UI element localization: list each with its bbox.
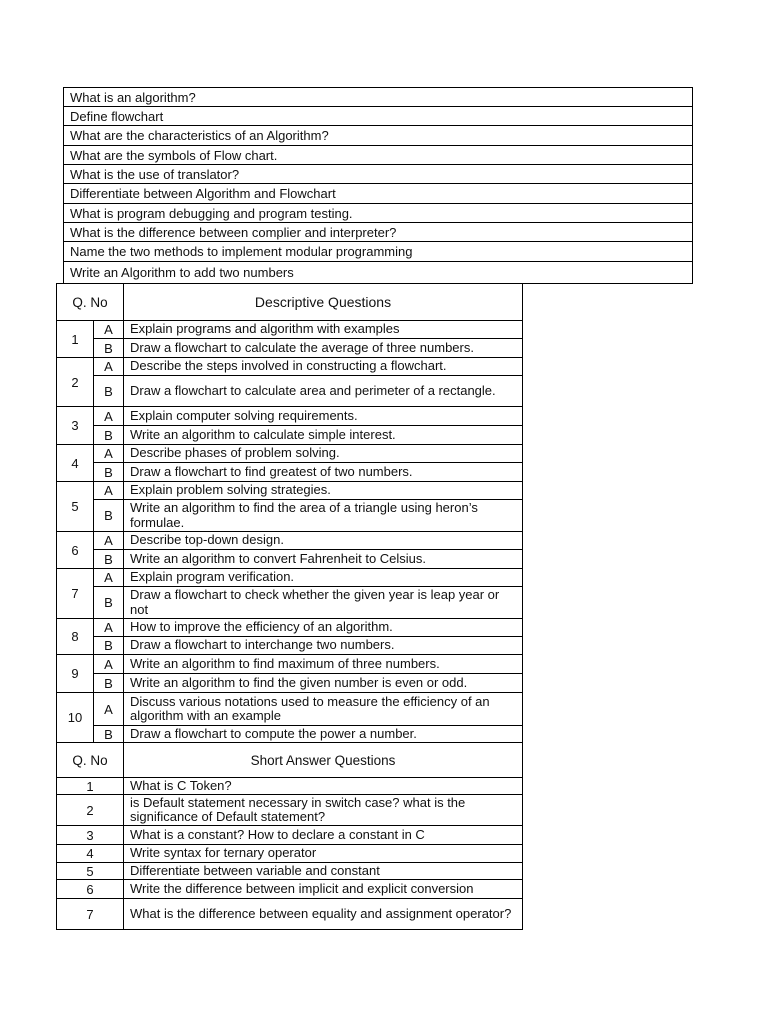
part-label: B [94,339,124,358]
top-questions-table [63,87,693,284]
question-text: Draw a flowchart to calculate area and perimeter of a rectangle. [124,376,523,407]
table-row [57,587,523,619]
table-row [57,693,523,726]
table-row [57,500,523,532]
question-number: 5 [57,482,94,532]
table-row [57,358,523,376]
table-row [64,204,693,223]
table-row [57,445,523,463]
table-row [57,532,523,550]
descriptive-questions-title: Descriptive Questions [124,284,523,321]
question-text: Write an algorithm to find the given number is even or odd. [124,674,523,693]
question-text: Discuss various notations used to measure the efficiency of an algorithm with an example [124,693,523,726]
qno-header: Q. No [57,284,124,321]
question-text: What is a constant? How to declare a constant in C [124,826,523,845]
table-row [57,550,523,569]
table-row [57,463,523,482]
question-text: Explain computer solving requirements. [124,407,523,426]
table-row [57,637,523,655]
table-row [57,619,523,637]
table-row [64,184,693,204]
table-row [57,899,523,930]
part-label: A [94,693,124,726]
table-row [57,845,523,863]
part-label: A [94,532,124,550]
question-number: 8 [57,619,94,655]
part-label: A [94,655,124,674]
question-text: is Default statement necessary in switch case? what is the significance of Default statement? [124,795,523,826]
question-text: Explain program verification. [124,569,523,587]
question-number: 10 [57,693,94,743]
question-text: Name the two methods to implement modular programming [64,242,693,262]
part-label: A [94,569,124,587]
question-number: 6 [57,532,94,569]
table-row [64,223,693,242]
question-text: What is program debugging and program testing. [64,204,693,223]
question-text: Draw a flowchart to interchange two numbers. [124,637,523,655]
question-text: Write an algorithm to find maximum of three numbers. [124,655,523,674]
table-row [64,107,693,126]
part-label: B [94,674,124,693]
short-answer-questions-title: Short Answer Questions [124,743,523,778]
question-text: Explain problem solving strategies. [124,482,523,500]
question-text: Draw a flowchart to compute the power a number. [124,726,523,743]
table-row [64,88,693,107]
question-number: 1 [57,778,124,795]
question-text: Write an algorithm to calculate simple interest. [124,426,523,445]
question-text: What is C Token? [124,778,523,795]
table-row [64,146,693,165]
part-label: A [94,407,124,426]
question-text: Define flowchart [64,107,693,126]
question-text: Describe the steps involved in constructing a flowchart. [124,358,523,376]
part-label: A [94,482,124,500]
question-text: What are the characteristics of an Algorithm? [64,126,693,146]
question-number: 5 [57,863,124,880]
question-text: Differentiate between variable and constant [124,863,523,880]
table-row [64,242,693,262]
part-label: B [94,587,124,619]
question-number: 9 [57,655,94,693]
question-text: Describe phases of problem solving. [124,445,523,463]
question-number: 4 [57,845,124,863]
question-number: 7 [57,899,124,930]
question-text: Write syntax for ternary operator [124,845,523,863]
question-text: Write an algorithm to convert Fahrenheit to Celsius. [124,550,523,569]
question-text: Write an algorithm to find the area of a triangle using heron’s formulae. [124,500,523,532]
table-row [57,655,523,674]
question-number: 1 [57,321,94,358]
question-number: 4 [57,445,94,482]
table-row [57,339,523,358]
question-text: What is the difference between complier and interpreter? [64,223,693,242]
question-text: How to improve the efficiency of an algorithm. [124,619,523,637]
question-number: 3 [57,407,94,445]
table-header-row [57,743,523,778]
question-number: 2 [57,358,94,407]
table-row [57,407,523,426]
table-row [57,426,523,445]
part-label: B [94,463,124,482]
part-label: B [94,550,124,569]
part-label: B [94,376,124,407]
question-text: Draw a flowchart to check whether the given year is leap year or not [124,587,523,619]
table-row [57,778,523,795]
part-label: A [94,445,124,463]
table-row [57,321,523,339]
table-header-row [57,284,523,321]
short-answer-questions-table [56,742,523,930]
part-label: A [94,358,124,376]
table-row [57,826,523,845]
question-number: 2 [57,795,124,826]
question-number: 7 [57,569,94,619]
part-label: A [94,619,124,637]
table-row [57,674,523,693]
table-row [57,863,523,880]
question-text: Describe top-down design. [124,532,523,550]
question-text: Write the difference between implicit and explicit conversion [124,880,523,899]
table-row [57,376,523,407]
question-number: 6 [57,880,124,899]
table-row [57,569,523,587]
question-text: Draw a flowchart to find greatest of two numbers. [124,463,523,482]
question-text: What are the symbols of Flow chart. [64,146,693,165]
part-label: B [94,637,124,655]
question-text: What is the difference between equality and assignment operator? [124,899,523,930]
qno-header: Q. No [57,743,124,778]
question-text: Explain programs and algorithm with examples [124,321,523,339]
part-label: B [94,726,124,743]
part-label: B [94,426,124,445]
table-row [64,165,693,184]
part-label: B [94,500,124,532]
table-row [57,795,523,826]
question-text: What is an algorithm? [64,88,693,107]
table-row [64,262,693,284]
table-row [57,880,523,899]
question-text: What is the use of translator? [64,165,693,184]
question-text: Write an Algorithm to add two numbers [64,262,693,284]
table-row [57,482,523,500]
descriptive-questions-table [56,283,523,743]
question-text: Differentiate between Algorithm and Flowchart [64,184,693,204]
table-row [64,126,693,146]
question-text: Draw a flowchart to calculate the average of three numbers. [124,339,523,358]
part-label: A [94,321,124,339]
table-row [57,726,523,743]
question-number: 3 [57,826,124,845]
